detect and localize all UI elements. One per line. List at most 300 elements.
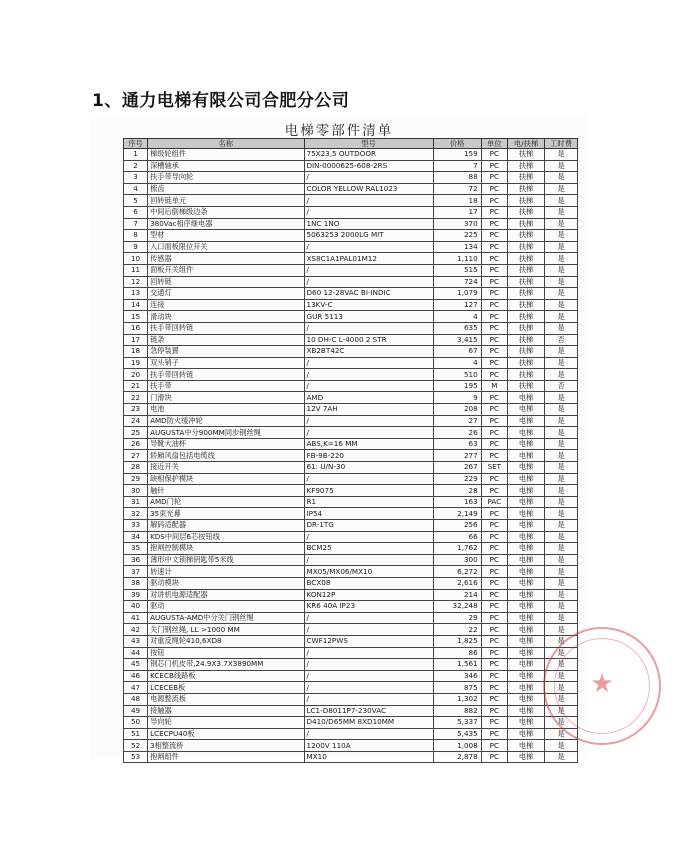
cell-unit: PC (481, 751, 507, 763)
cell-unit: PC (481, 531, 507, 543)
cell-model: KR6 40A IP23 (304, 601, 433, 613)
cell-index: 18 (124, 346, 148, 358)
cell-type: 电梯 (507, 508, 544, 520)
cell-unit: PC (481, 728, 507, 740)
cell-name: 双头销子 (148, 357, 304, 369)
cell-price: 88 (433, 172, 481, 184)
cell-model: / (304, 693, 433, 705)
cell-index: 48 (124, 693, 148, 705)
cell-type: 扶梯 (507, 218, 544, 230)
cell-index: 40 (124, 601, 148, 613)
cell-name: 电源整流板 (148, 693, 304, 705)
cell-index: 49 (124, 705, 148, 717)
cell-type: 扶梯 (507, 183, 544, 195)
cell-price: 510 (433, 369, 481, 381)
cell-model: / (304, 473, 433, 485)
cell-index: 46 (124, 670, 148, 682)
cell-name: 驱动 (148, 601, 304, 613)
table-row (124, 160, 578, 172)
cell-model: AMD (304, 392, 433, 404)
cell-name: 轿厢风扇包括电缆线 (148, 450, 304, 462)
cell-type: 电梯 (507, 717, 544, 729)
cell-index: 39 (124, 589, 148, 601)
table-row (124, 241, 578, 253)
table-row (124, 206, 578, 218)
cell-model: FB-9B-220 (304, 450, 433, 462)
cell-price: 2,149 (433, 508, 481, 520)
cell-index: 47 (124, 682, 148, 694)
cell-model: MX05/MX06/MX10 (304, 566, 433, 578)
cell-type: 电梯 (507, 624, 544, 636)
cell-type: 扶梯 (507, 346, 544, 358)
cell-model: / (304, 682, 433, 694)
cell-index: 38 (124, 577, 148, 589)
cell-price: 4 (433, 357, 481, 369)
cell-name: 扶手带回转链 (148, 369, 304, 381)
cell-name: KCECB线路板 (148, 670, 304, 682)
cell-index: 8 (124, 230, 148, 242)
cell-labor: 是 (545, 299, 578, 311)
cell-labor: 是 (545, 705, 578, 717)
cell-price: 300 (433, 554, 481, 566)
cell-model: / (304, 554, 433, 566)
cell-name: 回转链 (148, 276, 304, 288)
cell-model: MX10 (304, 751, 433, 763)
table-row (124, 670, 578, 682)
cell-labor: 是 (545, 415, 578, 427)
cell-price: 27 (433, 415, 481, 427)
cell-price: 17 (433, 206, 481, 218)
cell-type: 电梯 (507, 612, 544, 624)
cell-model: / (304, 531, 433, 543)
table-row (124, 322, 578, 334)
cell-type: 扶梯 (507, 241, 544, 253)
cell-model: 61: U/N-30 (304, 462, 433, 474)
cell-model: 75X23,5 OUTDOOR (304, 149, 433, 161)
cell-type: 电梯 (507, 728, 544, 740)
cell-model: 5063253 2000LG MIT (304, 230, 433, 242)
cell-type: 电梯 (507, 496, 544, 508)
cell-type: 扶梯 (507, 160, 544, 172)
cell-labor: 是 (545, 566, 578, 578)
cell-labor: 是 (545, 589, 578, 601)
cell-name: 关门钢丝绳, LL >1000 MM (148, 624, 304, 636)
cell-name: 解码适配器 (148, 520, 304, 532)
cell-model: ABS,K=16 MM (304, 438, 433, 450)
cell-labor: 是 (545, 485, 578, 497)
col-header-type: 电/扶梯 (507, 139, 544, 149)
cell-unit: PC (481, 577, 507, 589)
cell-labor: 是 (545, 740, 578, 752)
cell-model: 13KV-C (304, 299, 433, 311)
cell-price: 72 (433, 183, 481, 195)
cell-name: LCECEB板 (148, 682, 304, 694)
cell-index: 6 (124, 206, 148, 218)
cell-labor: 是 (545, 531, 578, 543)
cell-unit: PC (481, 554, 507, 566)
cell-model: DIN-0000625-608-2RS (304, 160, 433, 172)
cell-index: 32 (124, 508, 148, 520)
table-row (124, 496, 578, 508)
cell-unit: PC (481, 253, 507, 265)
cell-labor: 是 (545, 264, 578, 276)
cell-price: 515 (433, 264, 481, 276)
cell-type: 电梯 (507, 543, 544, 555)
table-row (124, 149, 578, 161)
table-row (124, 195, 578, 207)
cell-index: 33 (124, 520, 148, 532)
cell-type: 扶梯 (507, 299, 544, 311)
cell-type: 扶梯 (507, 195, 544, 207)
cell-price: 277 (433, 450, 481, 462)
cell-type: 电梯 (507, 705, 544, 717)
table-row (124, 589, 578, 601)
cell-unit: PC (481, 427, 507, 439)
cell-type: 扶梯 (507, 334, 544, 346)
table-row (124, 566, 578, 578)
col-header-index: 序号 (124, 139, 148, 149)
table-row (124, 473, 578, 485)
cell-unit: PC (481, 740, 507, 752)
cell-type: 电梯 (507, 473, 544, 485)
cell-price: 7 (433, 160, 481, 172)
table-row (124, 485, 578, 497)
cell-price: 66 (433, 531, 481, 543)
cell-price: 225 (433, 230, 481, 242)
cell-model: D60 12-28VAC BI-INDIC (304, 288, 433, 300)
cell-index: 4 (124, 183, 148, 195)
cell-model: / (304, 172, 433, 184)
table-row (124, 751, 578, 763)
cell-unit: PC (481, 520, 507, 532)
table-row (124, 554, 578, 566)
cell-model: / (304, 624, 433, 636)
table-row (124, 380, 578, 392)
cell-unit: PC (481, 670, 507, 682)
cell-index: 53 (124, 751, 148, 763)
cell-type: 电梯 (507, 577, 544, 589)
cell-unit: PC (481, 322, 507, 334)
cell-unit: PC (481, 705, 507, 717)
cell-unit: SET (481, 462, 507, 474)
cell-price: 6,272 (433, 566, 481, 578)
table-row (124, 577, 578, 589)
cell-model: / (304, 369, 433, 381)
cell-type: 电梯 (507, 438, 544, 450)
cell-index: 43 (124, 635, 148, 647)
table-header-row (124, 139, 578, 149)
cell-labor: 是 (545, 624, 578, 636)
cell-labor: 是 (545, 218, 578, 230)
cell-name: 按钮 (148, 647, 304, 659)
cell-labor: 是 (545, 369, 578, 381)
table-row (124, 357, 578, 369)
cell-name: 滑动块 (148, 311, 304, 323)
cell-labor: 是 (545, 149, 578, 161)
cell-name: 电池 (148, 404, 304, 416)
cell-model: BCM25 (304, 543, 433, 555)
cell-name: 梯级轮组件 (148, 149, 304, 161)
cell-unit: PC (481, 230, 507, 242)
cell-type: 扶梯 (507, 276, 544, 288)
cell-unit: PC (481, 635, 507, 647)
cell-price: 635 (433, 322, 481, 334)
cell-name: 型材 (148, 230, 304, 242)
cell-labor: 是 (545, 751, 578, 763)
cell-price: 1,110 (433, 253, 481, 265)
table-row (124, 264, 578, 276)
table-row (124, 230, 578, 242)
cell-name: 接触器 (148, 705, 304, 717)
cell-price: 346 (433, 670, 481, 682)
cell-unit: PC (481, 543, 507, 555)
cell-price: 1,561 (433, 659, 481, 671)
cell-index: 1 (124, 149, 148, 161)
table-row (124, 531, 578, 543)
cell-type: 电梯 (507, 589, 544, 601)
cell-type: 电梯 (507, 635, 544, 647)
cell-model: / (304, 728, 433, 740)
cell-name: 回转链单元 (148, 195, 304, 207)
cell-type: 电梯 (507, 554, 544, 566)
cell-type: 扶梯 (507, 230, 544, 242)
cell-price: 5,337 (433, 717, 481, 729)
table-body (124, 149, 578, 763)
cell-index: 14 (124, 299, 148, 311)
table-row (124, 450, 578, 462)
cell-labor: 是 (545, 601, 578, 613)
cell-labor: 是 (545, 311, 578, 323)
cell-type: 扶梯 (507, 311, 544, 323)
cell-model: BCX08 (304, 577, 433, 589)
scanned-sheet (90, 117, 614, 762)
cell-index: 16 (124, 322, 148, 334)
cell-name: KDS中间层6芯按钮线 (148, 531, 304, 543)
cell-labor: 是 (545, 659, 578, 671)
cell-price: 26 (433, 427, 481, 439)
cell-unit: PC (481, 717, 507, 729)
table-row (124, 427, 578, 439)
cell-type: 电梯 (507, 531, 544, 543)
cell-name: 入口面板限位开关 (148, 241, 304, 253)
cell-model: / (304, 195, 433, 207)
cell-price: 18 (433, 195, 481, 207)
cell-model: / (304, 415, 433, 427)
sheet-title: 电梯零部件清单 (284, 123, 394, 139)
cell-unit: PC (481, 334, 507, 346)
cell-name: 面板开关组件 (148, 264, 304, 276)
table-row (124, 740, 578, 752)
cell-index: 41 (124, 612, 148, 624)
cell-index: 45 (124, 659, 148, 671)
cell-unit: PC (481, 369, 507, 381)
cell-model: XS8C1A1PAL01M12 (304, 253, 433, 265)
cell-labor: 是 (545, 195, 578, 207)
cell-type: 电梯 (507, 404, 544, 416)
cell-price: 127 (433, 299, 481, 311)
cell-labor: 是 (545, 427, 578, 439)
cell-index: 30 (124, 485, 148, 497)
cell-name: 对重反绳轮410,6XD8 (148, 635, 304, 647)
cell-model: / (304, 206, 433, 218)
cell-model: 12V 7AH (304, 404, 433, 416)
cell-type: 电梯 (507, 415, 544, 427)
table-row (124, 218, 578, 230)
cell-index: 34 (124, 531, 148, 543)
cell-labor: 是 (545, 682, 578, 694)
col-header-name: 名称 (148, 139, 304, 149)
cell-index: 11 (124, 264, 148, 276)
cell-name: AUGUSTA-AMD中分关门钢丝绳 (148, 612, 304, 624)
cell-labor: 是 (545, 241, 578, 253)
parts-table (123, 138, 578, 763)
cell-labor: 是 (545, 717, 578, 729)
cell-index: 7 (124, 218, 148, 230)
cell-name: 急停装置 (148, 346, 304, 358)
cell-model: 1200V 110A (304, 740, 433, 752)
cell-type: 扶梯 (507, 357, 544, 369)
table-row (124, 693, 578, 705)
cell-unit: PC (481, 473, 507, 485)
cell-unit: PC (481, 311, 507, 323)
cell-model: / (304, 647, 433, 659)
cell-type: 电梯 (507, 520, 544, 532)
cell-labor: 是 (545, 577, 578, 589)
cell-model: COLOR YELLOW RAL1023 (304, 183, 433, 195)
cell-labor: 是 (545, 693, 578, 705)
cell-price: 63 (433, 438, 481, 450)
cell-index: 35 (124, 543, 148, 555)
table-row (124, 601, 578, 613)
cell-price: 882 (433, 705, 481, 717)
cell-model: KON12P (304, 589, 433, 601)
table-row (124, 172, 578, 184)
cell-price: 1,008 (433, 740, 481, 752)
cell-unit: PC (481, 357, 507, 369)
cell-type: 扶梯 (507, 322, 544, 334)
cell-type: 电梯 (507, 566, 544, 578)
cell-model: / (304, 427, 433, 439)
cell-price: 229 (433, 473, 481, 485)
table-row (124, 404, 578, 416)
cell-model: / (304, 670, 433, 682)
cell-model: LC1-D8011P7-230VAC (304, 705, 433, 717)
cell-model: / (304, 357, 433, 369)
cell-index: 13 (124, 288, 148, 300)
cell-index: 25 (124, 427, 148, 439)
cell-unit: PC (481, 508, 507, 520)
table-row (124, 508, 578, 520)
cell-name: 钢芯门机皮带,24.9X3.7X3890MM (148, 659, 304, 671)
cell-index: 28 (124, 462, 148, 474)
cell-price: 214 (433, 589, 481, 601)
cell-name: AMD防火缓冲轮 (148, 415, 304, 427)
cell-model: 1NC 1NO (304, 218, 433, 230)
cell-labor: 是 (545, 508, 578, 520)
cell-name: 中间后倒梯级边条 (148, 206, 304, 218)
col-header-unit: 单位 (481, 139, 507, 149)
cell-labor: 是 (545, 288, 578, 300)
cell-name: 扶手带导向轮 (148, 172, 304, 184)
cell-price: 4 (433, 311, 481, 323)
cell-price: 195 (433, 380, 481, 392)
cell-price: 256 (433, 520, 481, 532)
cell-name: 驱动模块 (148, 577, 304, 589)
cell-model: / (304, 322, 433, 334)
cell-price: 370 (433, 218, 481, 230)
cell-labor: 否 (545, 334, 578, 346)
cell-unit: PC (481, 160, 507, 172)
cell-price: 134 (433, 241, 481, 253)
table-row (124, 276, 578, 288)
table-row (124, 612, 578, 624)
cell-index: 24 (124, 415, 148, 427)
cell-model: DR-1TG (304, 520, 433, 532)
cell-type: 扶梯 (507, 206, 544, 218)
cell-unit: PAC (481, 496, 507, 508)
cell-labor: 是 (545, 473, 578, 485)
cell-model: KF9075 (304, 485, 433, 497)
table-row (124, 253, 578, 265)
cell-labor: 是 (545, 322, 578, 334)
cell-labor: 是 (545, 206, 578, 218)
cell-price: 1,079 (433, 288, 481, 300)
cell-name: 交通灯 (148, 288, 304, 300)
cell-labor: 是 (545, 404, 578, 416)
cell-unit: PC (481, 206, 507, 218)
cell-type: 电梯 (507, 450, 544, 462)
cell-model: / (304, 264, 433, 276)
cell-unit: PC (481, 612, 507, 624)
cell-name: 35束光幕 (148, 508, 304, 520)
cell-name: AUGUSTA中分900MM同步钢丝绳 (148, 427, 304, 439)
cell-unit: PC (481, 485, 507, 497)
cell-labor: 是 (545, 520, 578, 532)
cell-unit: PC (481, 299, 507, 311)
cell-price: 1,762 (433, 543, 481, 555)
cell-model: XB2BT42C (304, 346, 433, 358)
cell-unit: PC (481, 183, 507, 195)
cell-unit: PC (481, 450, 507, 462)
cell-name: 扶手带 (148, 380, 304, 392)
cell-price: 1,302 (433, 693, 481, 705)
cell-index: 27 (124, 450, 148, 462)
cell-index: 23 (124, 404, 148, 416)
col-header-model: 型号 (304, 139, 433, 149)
cell-name: 对讲机电源适配器 (148, 589, 304, 601)
cell-labor: 是 (545, 392, 578, 404)
table-row (124, 346, 578, 358)
cell-price: 1,825 (433, 635, 481, 647)
cell-labor: 是 (545, 183, 578, 195)
cell-index: 26 (124, 438, 148, 450)
seal-star-icon: ★ (590, 669, 614, 699)
cell-index: 19 (124, 357, 148, 369)
table-row (124, 728, 578, 740)
cell-price: 29 (433, 612, 481, 624)
cell-type: 电梯 (507, 601, 544, 613)
cell-unit: PC (481, 624, 507, 636)
cell-model: / (304, 659, 433, 671)
cell-index: 5 (124, 195, 148, 207)
cell-index: 52 (124, 740, 148, 752)
cell-name: AMD门轮 (148, 496, 304, 508)
cell-index: 15 (124, 311, 148, 323)
cell-type: 扶梯 (507, 264, 544, 276)
cell-unit: PC (481, 346, 507, 358)
cell-index: 12 (124, 276, 148, 288)
cell-index: 3 (124, 172, 148, 184)
